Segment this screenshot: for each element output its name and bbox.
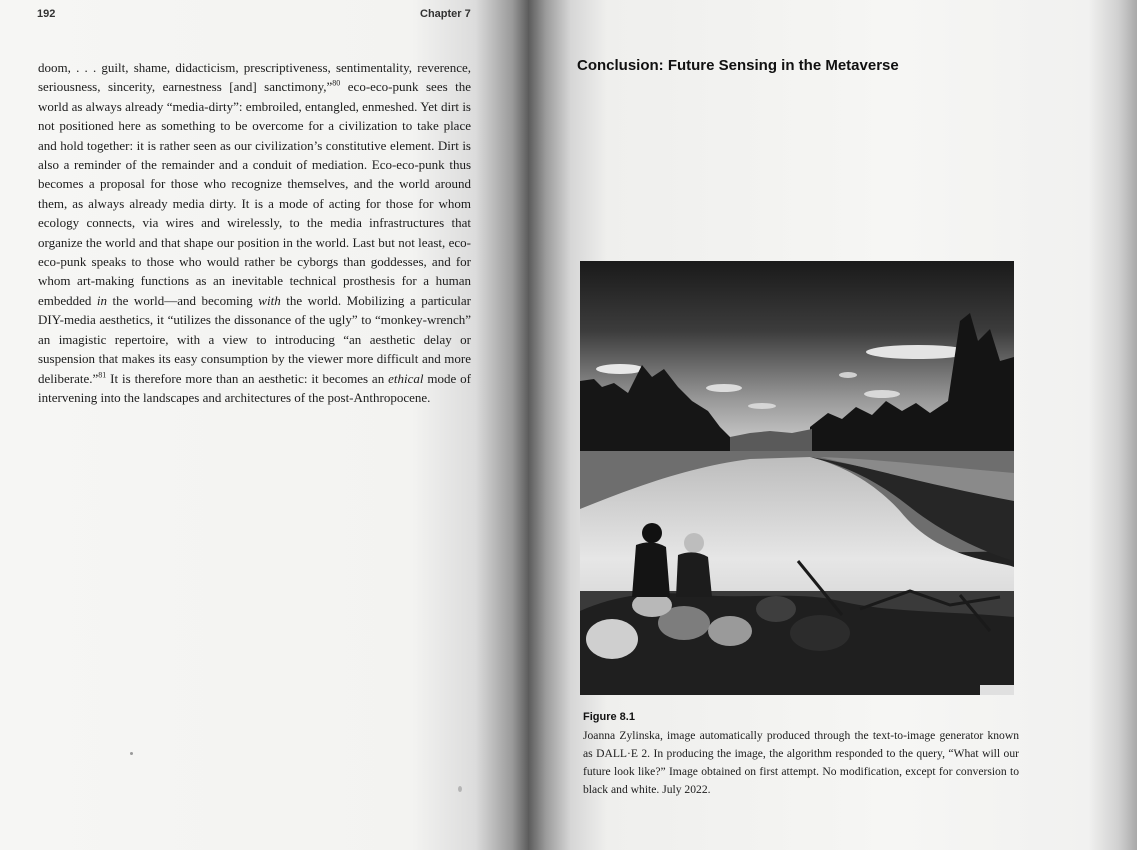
figure-photo (580, 261, 1014, 695)
text-run: doom, . . . guilt, shame, didacticism, prescriptiveness, sentimentality, reverence, seriousness, sincerity, earnestness [and] sanctimony,” (38, 60, 471, 95)
section-heading: Conclusion: Future Sensing in the Metaverse (577, 57, 899, 74)
footnote-ref-81: 81 (98, 370, 107, 380)
text-run: the world. Mobilizing a particular DIY-media aesthetics, it “utilizes the dissonance of the ugly” to “monkey-wrench” an imagistic repertoire, with a view to introducing “an aesthetic delay or suspension that makes its easy consumption by the viewer more difficult and more deliberate.” (38, 292, 472, 386)
figure-label: Figure 8.1 (583, 711, 635, 723)
footnote-ref-80: 80 (332, 79, 341, 89)
text-run: the world—and becoming (107, 292, 259, 308)
body-paragraph (38, 58, 471, 407)
paper-speck (130, 752, 133, 755)
text-run: mode of intervening into the landscapes and architectures of the post-Anthropocene. (38, 370, 471, 405)
emphasis-in: in (96, 292, 108, 308)
paper-speck (458, 786, 462, 792)
emphasis-with: with (258, 292, 281, 308)
figure-caption: Joanna Zylinska, image automatically produced through the text-to-image generator known as DALL·E 2. In producing the image, the algorithm responded to the query, “What will our future look like?” Image obtained on first attempt. No modification, except for conversion to black and white. July 2022. (583, 729, 1019, 796)
right-page (528, 0, 1137, 850)
running-head: Chapter 7 (420, 8, 471, 20)
page-number: 192 (37, 8, 56, 20)
text-run: eco-eco-punk sees the world as always already “media-dirty”: embroiled, entangled, enmeshed. Yet dirt is not positioned here as something to be overcome for a civilization to take place and hold together: it is rather seen as our civilization’s constitutive element. Dirt is also a reminder of the remainder and a conduit of mediation. Eco-eco-punk thus becomes a proposal for those who recognize themselves, and the world around them, as always already media dirty. It is a mode of acting for those for whom ecology connects, via wires and wirelessly, to the media infrastructures that organize the world and that shape our position in the world. Last but not least, eco-eco-punk speaks to those who would rather be cyborgs than goddesses, and for whom art-making functions as an inevitable technical prosthesis for a human embedded (38, 79, 472, 308)
left-page (0, 0, 528, 850)
text-run: It is therefore more than an aesthetic: it becomes an (106, 370, 389, 386)
landscape-photo-illustration (580, 261, 1014, 695)
emphasis-ethical: ethical (388, 370, 424, 386)
